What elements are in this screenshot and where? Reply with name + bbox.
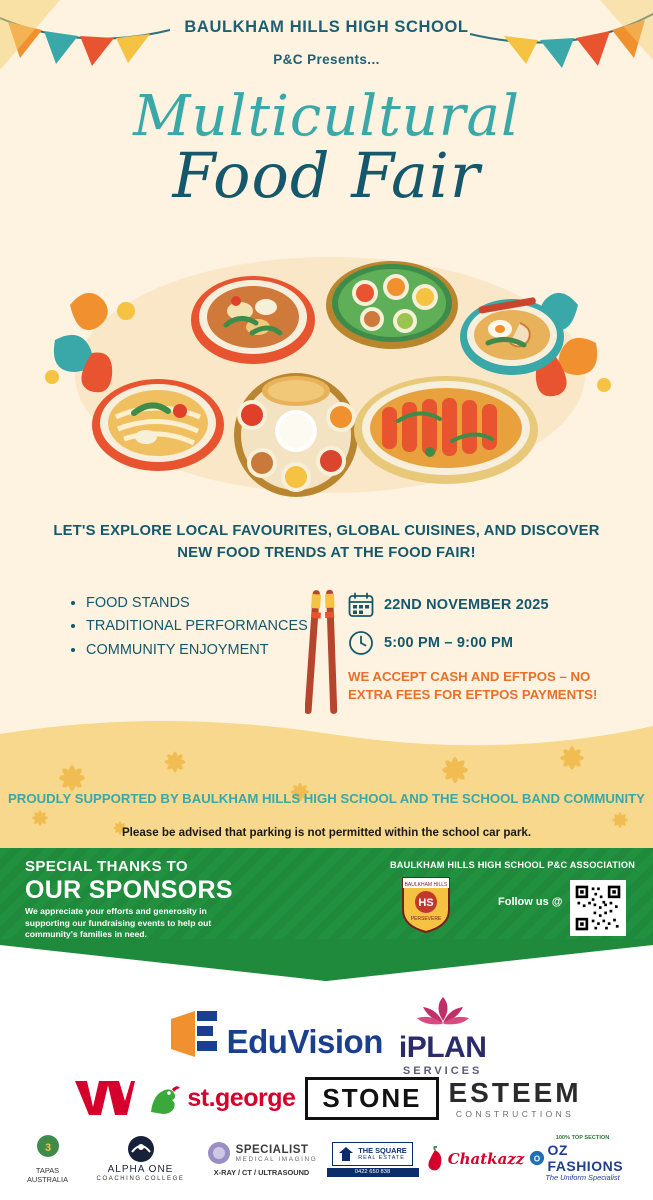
specialist-label: SPECIALIST (235, 1143, 309, 1156)
oz-fashions-logo (529, 1135, 637, 1183)
tapas-leaf-icon (28, 1133, 68, 1167)
dish-hotpot (191, 276, 315, 364)
specialist-medical-imaging-logo (203, 1140, 321, 1178)
lotus-icon (410, 991, 476, 1031)
eduvision-mark-icon (167, 1007, 221, 1061)
list-item: • COMMUNITY ENJOYMENT (86, 639, 310, 662)
logo-row-1 (0, 998, 653, 1077)
westpac-logo (71, 1077, 135, 1119)
chatkazz-label: Chatkazz (447, 1150, 525, 1168)
iplan-label: iPLAN (398, 1031, 487, 1064)
tapas-sublabel: AUSTRALIA (26, 1175, 69, 1184)
alpha-one-sublabel: COACHING COLLEGE (96, 1176, 185, 1183)
svg-text:3: 3 (44, 1142, 51, 1155)
house-icon (338, 1146, 354, 1162)
calendar-icon (348, 592, 374, 618)
presents-label: P&C Presents... (273, 52, 380, 67)
esteem-sublabel: CONSTRUCTIONS (455, 1109, 575, 1119)
tagline: LET'S EXPLORE LOCAL FAVOURITES, GLOBAL CUISINES, AND DISCOVER NEW FOOD TRENDS AT THE FOOD FAIR! (53, 523, 600, 562)
chatkazz-logo (425, 1146, 523, 1172)
logo-row-2 (0, 1072, 653, 1124)
payment-note: WE ACCEPT CASH AND EFTPOS – NO EXTRA FEES FOR EFTPOS PAYMENTS! (348, 669, 598, 703)
list-item: • TRADITIONAL PERFORMANCES (86, 615, 310, 638)
esteem-logo (449, 1077, 582, 1119)
food-illustration (0, 245, 653, 510)
event-date: 22ND NOVEMBER 2025 (384, 597, 549, 613)
svg-text:BAULKHAM HILLS: BAULKHAM HILLS (404, 882, 448, 888)
highlights-list (70, 592, 310, 662)
time-row (348, 630, 628, 656)
iplan-sublabel: SERVICES (402, 1065, 483, 1077)
school-crest-icon (400, 874, 452, 934)
eduvision-label: EduVision (226, 1023, 383, 1060)
poster-title (0, 84, 653, 212)
square-label: THE SQUARE (358, 1146, 407, 1155)
svg-text:HS: HS (418, 897, 434, 909)
tapas-australia-logo (17, 1133, 79, 1185)
esteem-label: ESTEEM (448, 1077, 582, 1108)
our-sponsors-heading: OUR SPONSORS (25, 876, 233, 904)
dish-baked (354, 376, 538, 484)
svg-text:O: O (533, 1154, 540, 1164)
supported-by-text: PROUDLY SUPPORTED BY BAULKHAM HILLS HIGH SCHOOL AND THE SCHOOL BAND COMMUNITY (8, 791, 645, 806)
special-thanks-label: SPECIAL THANKS TO (25, 858, 188, 875)
follow-us-label: Follow us @ (498, 896, 563, 908)
dish-platter (234, 373, 358, 497)
square-sublabel: REAL ESTATE (358, 1155, 405, 1161)
square-phone: 0422 650 838 (327, 1168, 419, 1177)
oz-badge: 100% TOP SECTION (555, 1135, 610, 1142)
info-column (348, 592, 628, 705)
svg-text:PERSEVERE: PERSEVERE (410, 916, 442, 922)
dragon-icon (145, 1078, 183, 1118)
alpha-one-mark-icon (126, 1134, 156, 1164)
oz-mark-icon (529, 1149, 545, 1167)
iplan-logo (399, 991, 487, 1077)
stone-label: STONE (322, 1082, 422, 1113)
dish-noodles (92, 379, 224, 471)
alpha-one-logo (85, 1134, 197, 1183)
logo-row-3 (0, 1128, 653, 1190)
st-george-logo (145, 1078, 295, 1118)
oz-fashions-sublabel: The Uniform Specialist (545, 1172, 620, 1182)
title-line-2: Food Fair (172, 138, 481, 212)
specialist-sublabel: MEDICAL IMAGING (235, 1155, 318, 1163)
eduvision-logo (167, 1007, 383, 1061)
sponsor-logo-wall (0, 940, 653, 1200)
clock-icon (348, 630, 374, 656)
westpac-w-icon (71, 1077, 135, 1119)
thanks-body-text: We appreciate your efforts and generosity in supporting our fundraising events to help out community's families in need. (25, 906, 212, 940)
specialist-services: X-RAY / CT / ULTRASOUND (213, 1168, 310, 1178)
qr-code[interactable] (570, 880, 626, 936)
alpha-one-label: ALPHA ONE (107, 1164, 174, 1176)
event-time: 5:00 PM – 9:00 PM (384, 635, 514, 651)
title-line-1: Multicultural (133, 84, 520, 149)
imaging-circle-icon (206, 1140, 232, 1166)
the-square-real-estate-logo (327, 1142, 419, 1177)
st-george-label: st.george (187, 1083, 296, 1112)
tapas-label: TAPAS (35, 1166, 60, 1176)
oz-fashions-label: OZ FASHIONS (547, 1141, 624, 1174)
school-name: BAULKHAM HILLS HIGH SCHOOL (184, 18, 469, 36)
chilli-icon (423, 1146, 445, 1172)
chopsticks-icon (305, 586, 345, 716)
association-name: BAULKHAM HILLS HIGH SCHOOL P&C ASSOCIATION (389, 860, 636, 870)
date-row (348, 592, 628, 618)
logo-wall-notch (0, 939, 653, 981)
parking-note: Please be advised that parking is not permitted within the school car park. (121, 826, 532, 839)
list-item: • FOOD STANDS (86, 592, 310, 615)
dish-thali (326, 261, 458, 349)
stone-logo (305, 1077, 438, 1120)
